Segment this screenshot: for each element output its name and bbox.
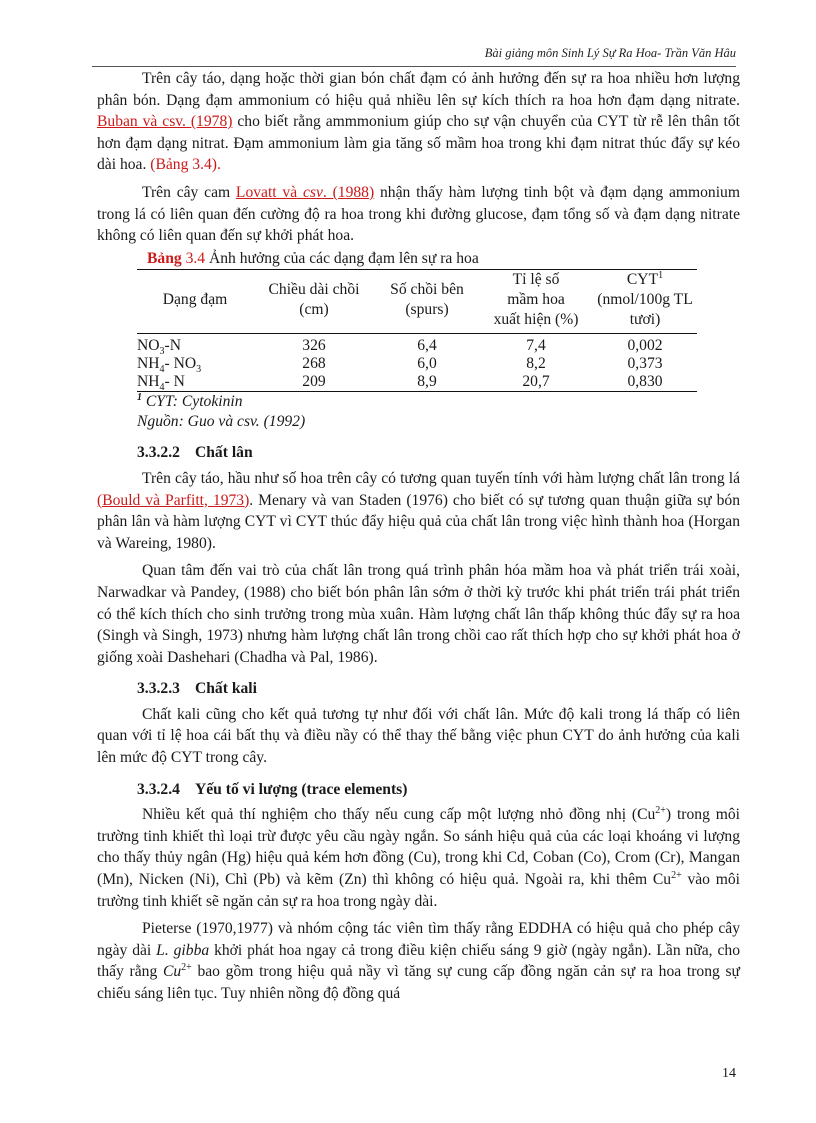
section-heading-trace-elements: 3.3.2.4 Yếu tố vi lượng (trace elements) <box>137 780 408 798</box>
section-heading-phosphorus: 3.3.2.2 Chất lân <box>137 444 253 462</box>
cell-spurs: 6,0 <box>417 355 437 373</box>
cell-cyt: 0,373 <box>627 355 663 373</box>
cell-form: $NH_4-$ $NO_3$ <box>137 355 202 376</box>
citation-buban[interactable]: Buban và csv. (1978) <box>97 113 233 131</box>
paragraph-eddha: Pieterse (1970,1977) và nhóm cộng tác viên tìm thấy rằng EDDHA có hiệu quả cho phép cây ngày dài L. gibba khởi phát hoa ngay cả trong điều kiện chiếu sáng 9 giờ (ngày ngắn). Lần nữa, cho thấy rằng $Cu^{2+}$ bao gồm trong hiệu quả nầy vì tăng sự cung cấp đồng ngăn cản sự ra hoa trong sự chiếu sáng liên tục. Tuy nhiên nồng độ đồng quá <box>97 920 740 1002</box>
cell-length: 268 <box>302 355 326 373</box>
paragraph-copper: Nhiều kết quả thí nghiệm cho thấy nếu cung cấp một lượng nhỏ đồng nhị $(Cu^{2+})$ trong môi trường tinh khiết thì loại trừ được yêu cầu ngày ngắn. So sánh hiệu quả của các loại khoáng vi lượng cho thấy thủy ngân (Hg) hiệu quả kém hơn đồng (Cu), trong khi Cd, Coban (Co), Crom (Cr), Mangan (Mn), Nicken (Ni), Chì (Pb) và kẽm (Zn) thì không có hiệu quả. Ngoài ra, khi thêm $Cu^{2+}$ vào môi trường tinh khiết sẽ ngăn cản sự ra hoa trong ngày dài. <box>97 805 740 910</box>
nitrogen-form-table <box>137 269 697 392</box>
col-header-spurs: Số chồi bên (spurs) <box>375 270 479 334</box>
cell-cyt: 0,830 <box>593 373 697 392</box>
cell-percent: 7,4 <box>526 337 546 355</box>
cell-length: 209 <box>253 373 375 392</box>
paragraph-nitrogen-apple: Trên cây táo, dạng hoặc thời gian bón chất đạm có ảnh hưởng đến sự ra hoa nhiều hơn lượng phân bón. Dạng đạm ammonium có hiệu quả nhiều lên sự kích thích ra hoa hơn đạm dạng nitrate. Buban và csv. (1978) cho biết rằng ammmonium giúp cho sự vận chuyển của CYT từ rễ lên thân tốt hơn đạm dạng nitrat. Đạm ammonium làm gia tăng số mầm hoa trong khi đạm nitrat thúc đẩy sự kéo dài hoa. (Bảng 3.4). <box>97 70 741 174</box>
cell-form: $NO_3-N$ <box>137 337 181 358</box>
header-rule <box>92 66 736 67</box>
paragraph-potassium: Chất kali cũng cho kết quả tương tự như đối với chất lân. Mức độ kali trong lá thấp có liên quan với tỉ lệ hoa cái bất thụ và điều nầy có thể thay thế bằng việc phun CYT do ảnh hưởng của kali lên mức độ CYT trong cây. <box>97 705 740 767</box>
cell-form: $NH_4-$ N <box>137 373 253 392</box>
running-header: Bài giảng môn Sinh Lý Sự Ra Hoa- Trần Văn Hâu <box>484 46 736 60</box>
cell-spurs: 6,4 <box>417 337 437 355</box>
cell-cyt: 0,002 <box>627 337 663 355</box>
col-header-percent: Tỉ lệ số mầm hoa xuất hiện (%) <box>479 270 593 334</box>
table-reference[interactable]: (Bảng 3.4). <box>150 156 221 174</box>
table-caption: Bảng 3.4 Ảnh hưởng của các dạng đạm lên sự ra hoa <box>147 249 479 267</box>
paragraph-nitrogen-citrus: Trên cây cam Lovatt và csv. (1988) nhận thấy hàm lượng tinh bột và đạm dạng ammonium trong lá có liên quan đến cường độ ra hoa trong khi đường glucose, đạm tổng số và đạm dạng nitrate không có liên quan đến sự khởi phát hoa. <box>97 183 740 245</box>
table-footnote: $^1$ CYT: Cytokinin <box>137 392 243 411</box>
table-source: Nguồn: Guo và csv. (1992) <box>137 413 306 431</box>
page-content <box>97 68 740 1005</box>
col-header-length: Chiều dài chồi (cm) <box>253 270 375 334</box>
cell-percent: 20,7 <box>479 373 593 392</box>
citation-lovatt[interactable]: Lovatt và csv. (1988) <box>235 183 375 201</box>
col-header-cyt: CYT$^1$ (nmol/100g TL tươi) <box>593 270 697 334</box>
paragraph-phosphorus-apple: Trên cây táo, hầu như số hoa trên cây có tương quan tuyến tính với hàm lượng chất lân trong lá (Bould và Parfitt, 1973). Menary và van Staden (1976) cho biết có sự tương quan thuận giữa sự bón phân lân và hàm lượng CYT vì CYT thúc đẩy hiệu quả của chất lân trong việc hình thành hoa (Horgan và Wareing, 1980). <box>97 469 740 552</box>
table-row <box>137 355 697 373</box>
table-row <box>137 373 697 392</box>
cell-spurs: 8,9 <box>375 373 479 392</box>
citation-bould[interactable]: (Bould và Parfitt, 1973) <box>97 491 250 509</box>
paragraph-phosphorus-mango: Quan tâm đến vai trò của chất lân trong quá trình phân hóa mầm hoa và phát triển trái xoài, Narwadkar và Pandey, (1988) cho biết bón phân lân sớm ở thời kỳ trước khi phát triển trái phát triển có thể kích thích cho sinh trưởng trong mùa xuân. Hàm lượng chất lân thấp không thúc đẩy sự ra hoa (Singh và Singh, 1973) nhưng hàm lượng chất lân trong chồi cao rất thích hợp cho sự khởi phát hoa ở giống xoài Dashehari (Chadha và Pal, 1986). <box>97 562 740 666</box>
page-number: 14 <box>722 1066 736 1081</box>
cell-length: 326 <box>302 337 326 355</box>
col-header-form: Dạng đạm <box>137 270 253 334</box>
table-row <box>137 334 697 356</box>
section-heading-potassium: 3.3.2.3 Chất kali <box>137 680 257 698</box>
cell-percent: 8,2 <box>526 355 546 373</box>
